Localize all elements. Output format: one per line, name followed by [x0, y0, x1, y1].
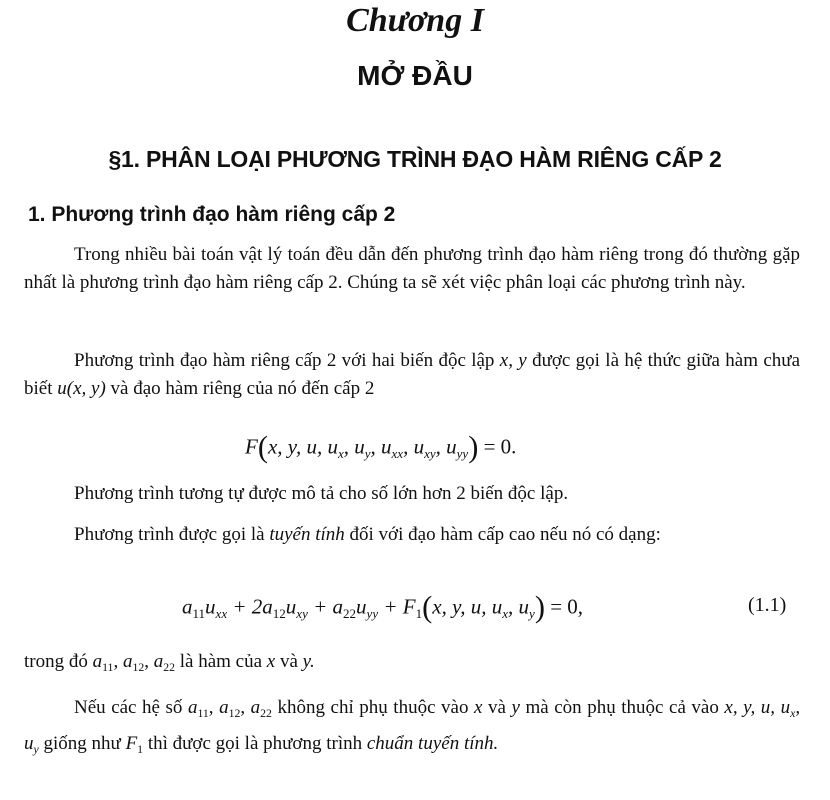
- paragraph-intro: Trong nhiều bài toán vật lý toán đều dẫn đến phương trình đạo hàm riêng trong đó thường gặp nhất là phương trình đạo hàm riêng cấp 2. Chúng ta sẽ xét việc phân loại các phương trình này.: [24, 244, 800, 293]
- paragraph-quasilinear: Nếu các hệ số $a_{11}$, $a_{12}$, $a_{22}$ không chỉ phụ thuộc vào x và y mà còn phụ thuộc cả vào x, y, u, $u_x$, $u_y$ giống như $F_1$ thì được gọi là phương trình chuẩn tuyến tính.: [24, 697, 801, 757]
- subsection-heading: 1. Phương trình đạo hàm riêng cấp 2: [28, 203, 396, 226]
- paragraph-more-variables: Phương trình tương tự được mô tả cho số lớn hơn 2 biến độc lập.: [74, 483, 569, 504]
- chapter-title: MỞ ĐẦU: [357, 60, 473, 91]
- equation-number: (1.1): [748, 594, 787, 616]
- equation-linear: $a_{11}u_{xx} + 2a_{12}u_{xy} + a_{22}u_{yy} + F_1(x$, y, u, $u_x$, $u_y) = 0$,: [182, 590, 584, 624]
- chapter-heading: Chương I: [346, 2, 484, 39]
- section-heading: §1. PHÂN LOẠI PHƯƠNG TRÌNH ĐẠO HÀM RIÊNG CẤP 2: [108, 146, 722, 172]
- equation-general: F(x, y, u, $u_x$, $u_y$, $u_{xx}$, $u_{xy}$, $u_{yy}) = 0$.: [245, 430, 517, 464]
- paragraph-definition: Phương trình đạo hàm riêng cấp 2 với hai biến độc lập x, y được gọi là hệ thức giữa hàm chưa biết u(x, y) và đạo hàm riêng của nó đến cấp 2: [24, 350, 800, 399]
- paragraph-linear-definition: Phương trình được gọi là tuyến tính đối với đạo hàm cấp cao nếu nó có dạng:: [74, 524, 661, 545]
- paragraph-coefficients: trong đó $a_{11}$, $a_{12}$, $a_{22}$ là hàm của x và y.: [24, 651, 315, 675]
